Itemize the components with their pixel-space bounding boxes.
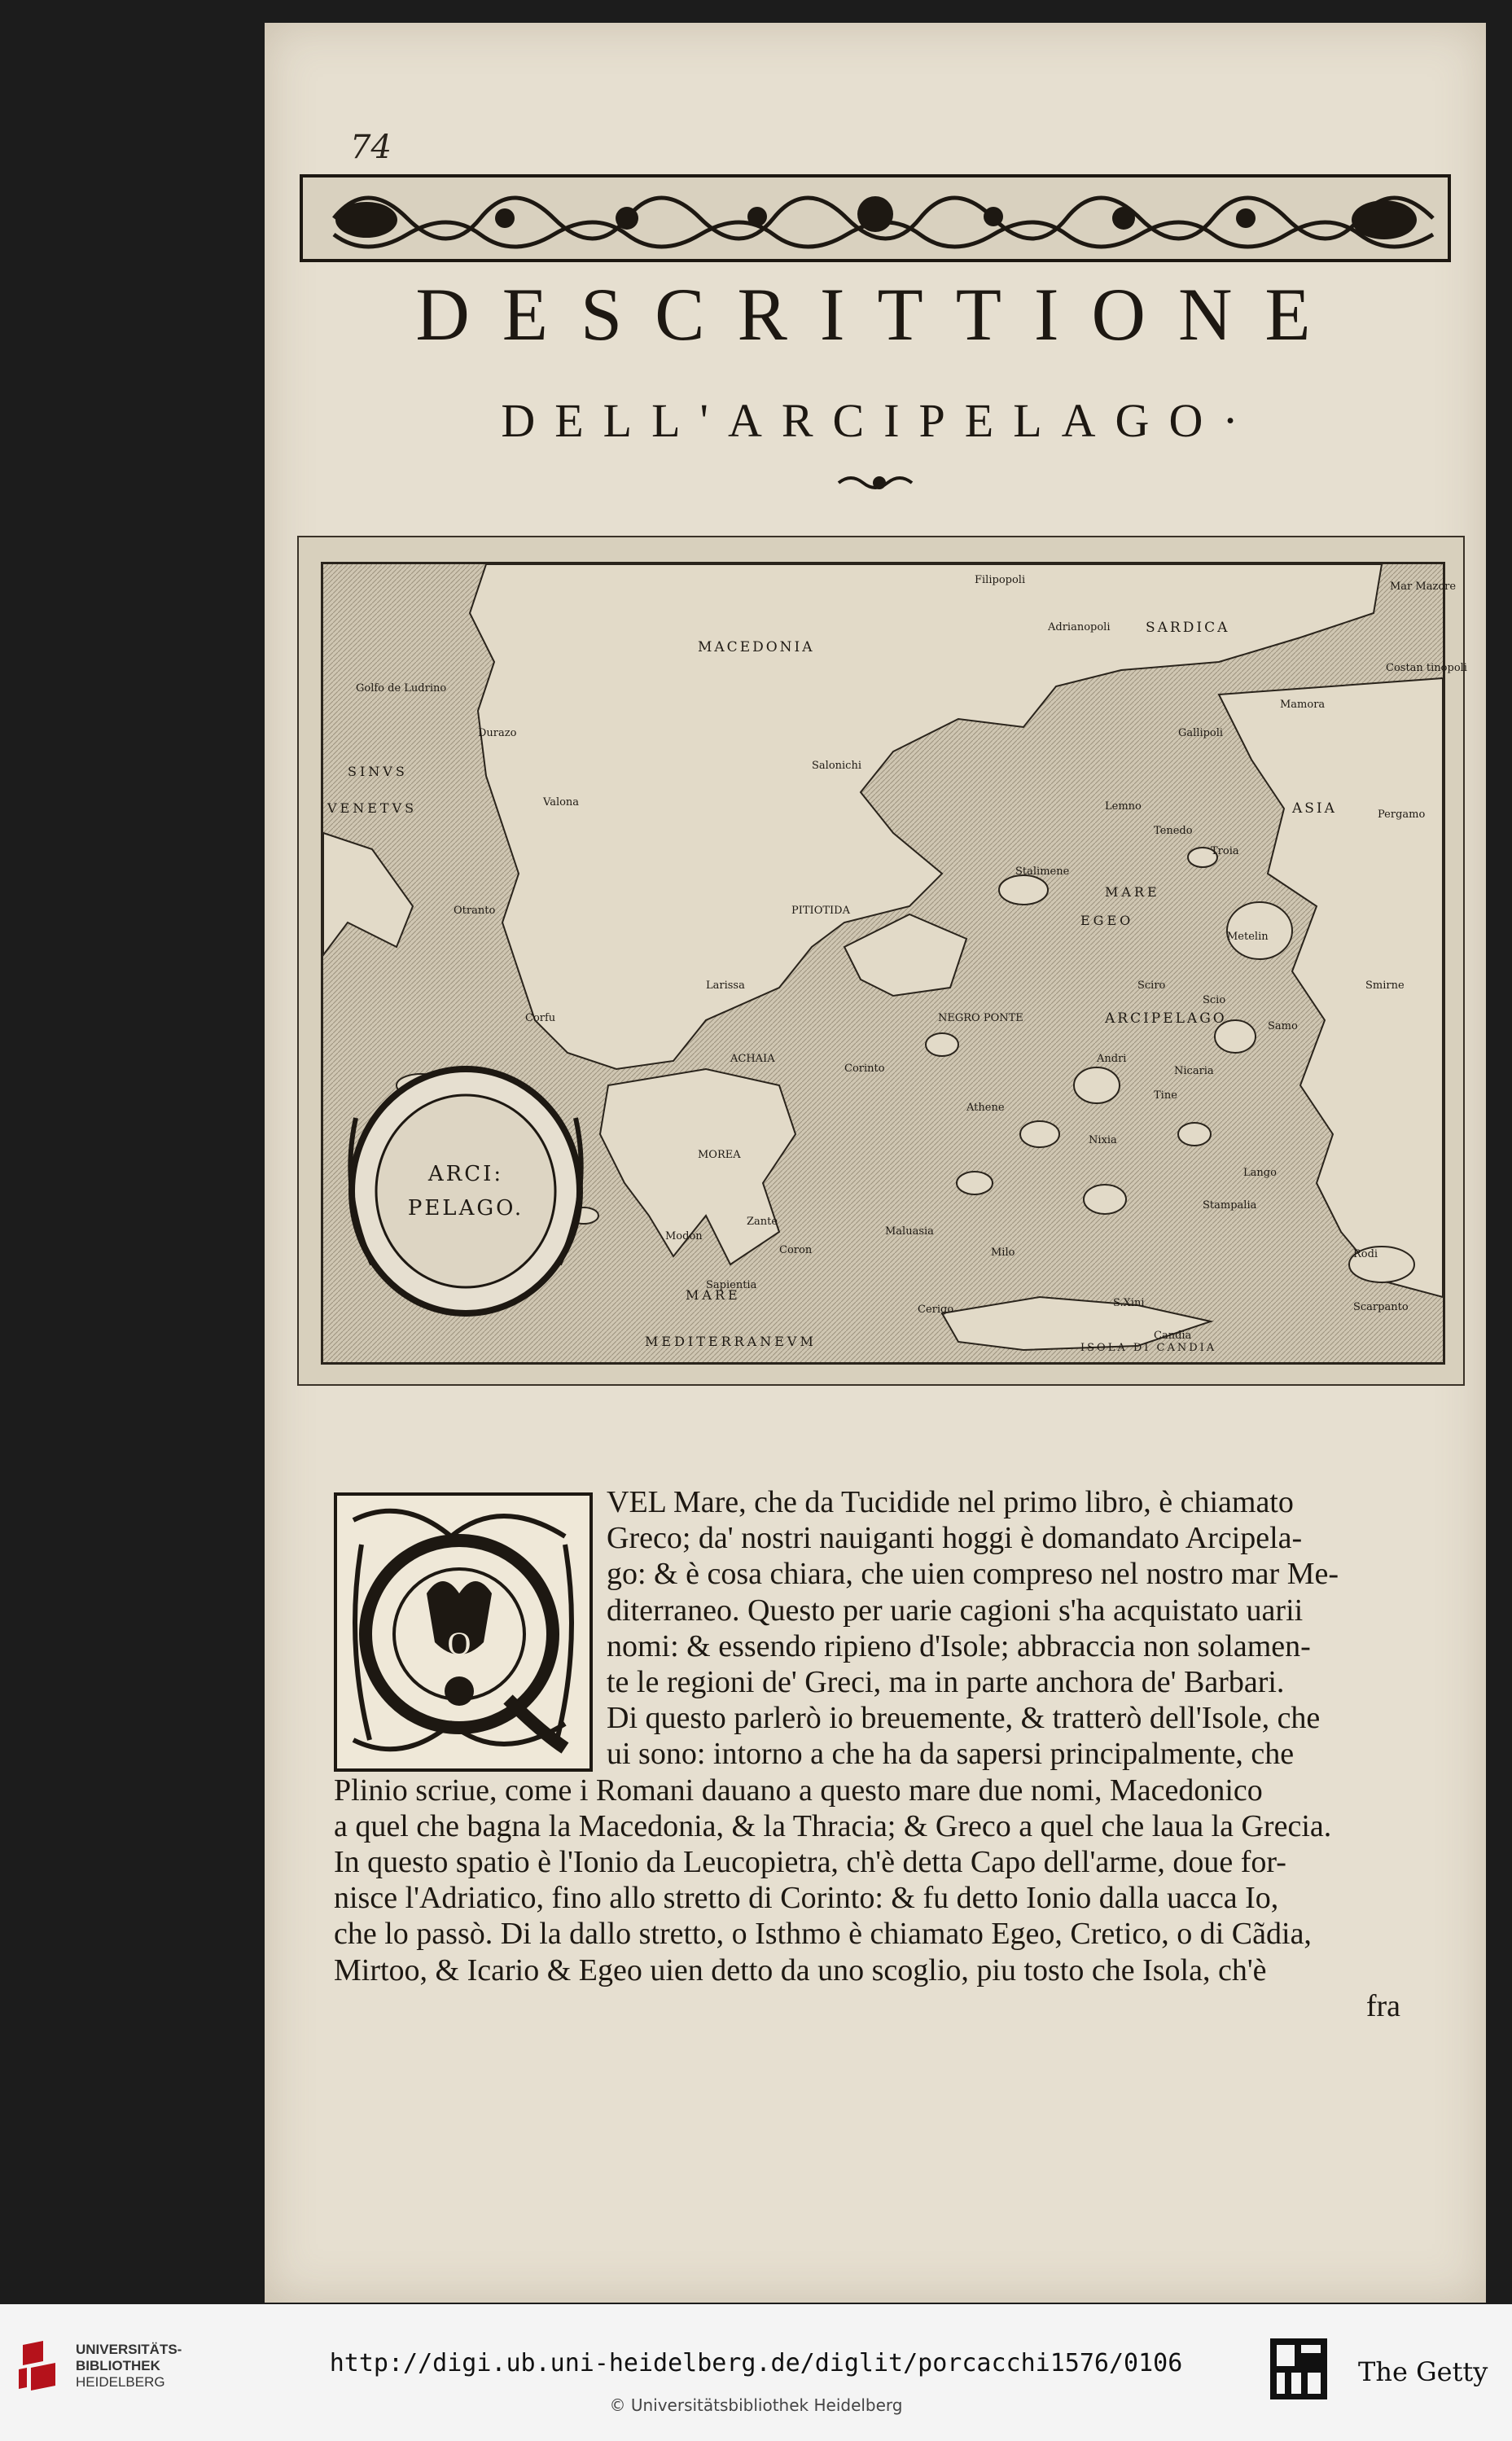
map-label-sciro: Sciro bbox=[1137, 979, 1166, 992]
text-line: In questo spatio è l'Ionio da Leucopietra, ch'è detta Capo dell'arme, doue for- bbox=[334, 1845, 1286, 1880]
permalink-url[interactable]: http://digi.ub.uni-heidelberg.de/diglit/porcacchi1576/0106 bbox=[329, 2349, 1183, 2377]
body-paragraph bbox=[334, 1484, 1409, 2024]
map-label-corinto: Corinto bbox=[844, 1063, 885, 1075]
library-name-line3: HEIDELBERG bbox=[76, 2374, 165, 2390]
cartouche-line2: PELAGO. bbox=[407, 1196, 524, 1220]
text-line: che lo passò. Di la dallo stretto, o Isthmo è chiamato Egeo, Cretico, o di Cãdia, bbox=[334, 1917, 1312, 1952]
map-label-venetus: VENETVS bbox=[327, 800, 418, 816]
map-label-salonichi: Salonichi bbox=[812, 760, 861, 772]
library-name-line2: BIBLIOTHEK bbox=[76, 2358, 160, 2373]
map-label-corfu: Corfu bbox=[525, 1012, 556, 1024]
map-label-athene: Athene bbox=[966, 1102, 1005, 1114]
map-label-scio: Scio bbox=[1203, 994, 1226, 1006]
text-line: te le regioni de' Greci, ma in parte anchora de' Barbari. bbox=[607, 1665, 1285, 1700]
text-line: ui sono: intorno a che ha da sapersi principalmente, che bbox=[607, 1737, 1295, 1772]
map-label-scarpanto: Scarpanto bbox=[1353, 1301, 1409, 1313]
map-label-sardica: SARDICA bbox=[1146, 620, 1230, 636]
map-label-pergamo: Pergamo bbox=[1378, 809, 1426, 821]
map-label-gallipoli: Gallipoli bbox=[1178, 727, 1224, 739]
map-label-costantinopoli: Costan tinopoli bbox=[1386, 662, 1467, 674]
map-label-samo: Samo bbox=[1268, 1020, 1298, 1032]
map-label-mare: MARE bbox=[1105, 884, 1160, 900]
map-label-larissa: Larissa bbox=[706, 979, 745, 992]
viewer-footer bbox=[0, 2304, 1512, 2441]
map-label-troia: Troia bbox=[1211, 845, 1239, 857]
map-label-achaia: ACHAIA bbox=[730, 1053, 775, 1065]
map-label-candia: Candia bbox=[1154, 1330, 1192, 1342]
map-label-arcipelago: ARCIPELAGO bbox=[1105, 1010, 1227, 1027]
map-label-zante: Zante bbox=[747, 1216, 778, 1228]
text-line: go: & è cosa chiara, che uien compreso nel nostro mar Me- bbox=[607, 1557, 1339, 1592]
text-line: diterraneo. Questo per uarie cagioni s'ha acquistato uarii bbox=[607, 1593, 1304, 1628]
map-label-tenedo: Tenedo bbox=[1154, 825, 1193, 837]
map-label-mar-mazore: Mar Mazore bbox=[1390, 581, 1457, 593]
text-line: Di questo parlerò io breuemente, & tratterò dell'Isole, che bbox=[607, 1701, 1321, 1736]
text-line: Plinio scriue, come i Romani dauano a questo mare due nomi, Macedonico bbox=[334, 1773, 1263, 1808]
map-engraving bbox=[297, 536, 1465, 1386]
map-label-valona: Valona bbox=[543, 796, 580, 809]
map-label-lango: Lango bbox=[1243, 1167, 1277, 1179]
map-label-otranto: Otranto bbox=[454, 905, 496, 917]
book-page bbox=[265, 23, 1486, 2303]
map-area bbox=[321, 562, 1467, 1365]
map-label-mamora: Mamora bbox=[1280, 699, 1326, 711]
page-title: DESCRITTIONE bbox=[415, 273, 1343, 356]
catchword: fra bbox=[1365, 1988, 1400, 2023]
library-name-line1: UNIVERSITÄTS- bbox=[76, 2342, 182, 2357]
map-label-lemno: Lemno bbox=[1105, 800, 1142, 813]
text-line: nomi: & essendo ripieno d'Isole; abbraccia non solamen- bbox=[607, 1628, 1311, 1663]
map-label-modon: Modon bbox=[665, 1230, 703, 1242]
map-label-smirne: Smirne bbox=[1365, 979, 1405, 992]
page-number: 74 bbox=[350, 129, 392, 166]
decorative-header-band bbox=[301, 169, 1449, 267]
text-line: nisce l'Adriatico, fino allo stretto di Corinto: & fu detto Ionio dalla uacca Io, bbox=[334, 1881, 1279, 1916]
map-label-mediterraneum: MEDITERRANEVM bbox=[645, 1334, 817, 1349]
text-line: Greco; da' nostri nauiganti hoggi è domandato Arcipela- bbox=[607, 1521, 1303, 1556]
map-label-mare-south: MARE bbox=[686, 1287, 741, 1303]
map-label-pitiotida: PITIOTIDA bbox=[791, 905, 850, 917]
map-label-nicaria: Nicaria bbox=[1174, 1065, 1214, 1077]
map-label-sapientia: Sapientia bbox=[706, 1279, 757, 1291]
getty-emblem-icon bbox=[1270, 2338, 1327, 2399]
map-label-filipopoli: Filipopoli bbox=[975, 574, 1026, 586]
cartouche-line1: ARCI: bbox=[427, 1162, 504, 1186]
map-label-malvasia: Maluasia bbox=[885, 1225, 934, 1238]
copyright-notice: © Universitätsbibliothek Heidelberg bbox=[609, 2395, 903, 2415]
map-label-cerigo: Cerigo bbox=[918, 1304, 954, 1316]
map-label-stampalia: Stampalia bbox=[1203, 1199, 1257, 1212]
map-label-sinus: SINVS bbox=[348, 764, 408, 779]
text-line: VEL Mare, che da Tucidide nel primo libro, è chiamato bbox=[607, 1485, 1294, 1519]
text-line: a quel che bagna la Macedonia, & la Thracia; & Greco a quel che laua la Grecia. bbox=[334, 1808, 1332, 1843]
map-label-morea: MOREA bbox=[698, 1149, 741, 1161]
map-label-rodi: Rodi bbox=[1353, 1248, 1378, 1260]
getty-name: The Getty bbox=[1358, 2356, 1488, 2387]
map-label-metelin: Metelin bbox=[1227, 931, 1269, 943]
map-label-macedonia: MACEDONIA bbox=[698, 639, 815, 655]
map-label-asia: ASIA bbox=[1292, 800, 1337, 817]
map-label-adrianopoli: Adrianopoli bbox=[1048, 621, 1111, 633]
map-label-golfo: Golfo de Ludrino bbox=[356, 682, 447, 695]
text-line: Mirtoo, & Icario & Egeo uien detto da uno scoglio, piu tosto che Isola, ch'è bbox=[334, 1952, 1267, 1987]
page-subtitle: DELL'ARCIPELAGO· bbox=[501, 394, 1258, 447]
map-label-milo: Milo bbox=[991, 1247, 1015, 1259]
map-label-stalimene: Stalimene bbox=[1015, 866, 1070, 878]
map-label-xisi: S.Xini bbox=[1113, 1297, 1145, 1309]
getty-logo[interactable] bbox=[1270, 2338, 1498, 2404]
map-label-tine: Tine bbox=[1154, 1089, 1177, 1102]
map-label-isola-candia: ISOLA DI CANDIA bbox=[1080, 1342, 1217, 1354]
map-label-coron: Coron bbox=[779, 1244, 813, 1256]
map-label-negroponte: NEGRO PONTE bbox=[938, 1012, 1023, 1024]
map-label-nixia: Nixia bbox=[1089, 1134, 1117, 1146]
fleuron-ornament bbox=[835, 471, 924, 495]
map-label-egeo: EGEO bbox=[1080, 913, 1134, 928]
map-drawing bbox=[323, 564, 1443, 1362]
dropcap-letter: Q bbox=[447, 1625, 471, 1662]
map-label-andri: Andri bbox=[1097, 1053, 1127, 1065]
map-label-durazo: Durazo bbox=[478, 727, 517, 739]
